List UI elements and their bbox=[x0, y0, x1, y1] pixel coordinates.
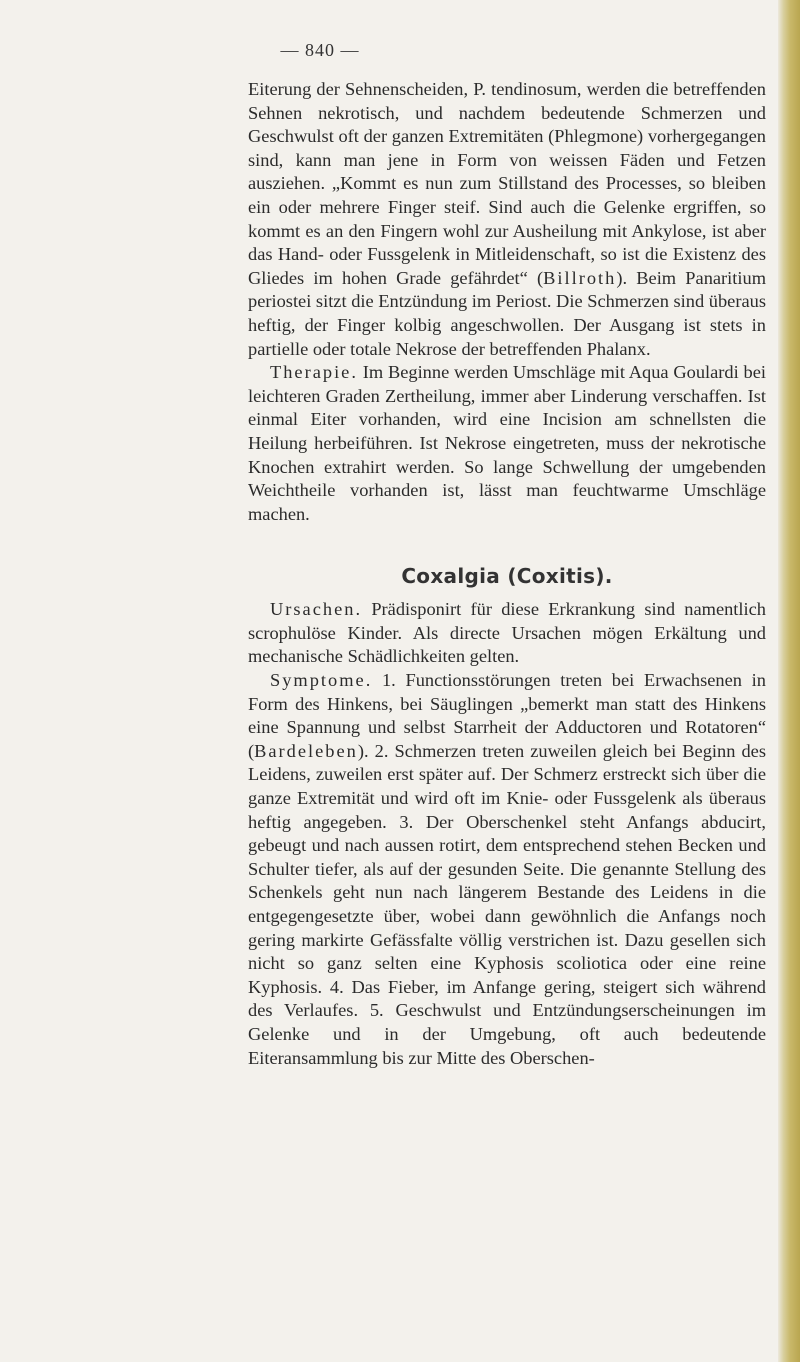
paragraph-ursachen bbox=[248, 598, 766, 669]
page-number: — 840 — bbox=[280, 40, 360, 60]
paragraph-text: 1. Functionsstörungen treten bei Erwachsenen in Form des Hinkens, bei Säuglingen „bemerkt man statt des Hinkens eine Spannung und selbst Starrheit der Adductoren und Rotatoren“ ( bbox=[248, 670, 766, 761]
paragraph-text-continued: ). 2. Schmerzen treten zuweilen gleich bei Beginn des Leidens, zuweilen erst später auf. Der Schmerz erstreckt sich über die ganze Extremität und wird oft im Knie- oder Fussgelenk als überaus heftig angegeben. 3. Der Oberschenkel steht Anfangs abducirt, gebeugt und nach aussen rotirt, dem entsprechend stehen Becken und Schulter tiefer, als auf der gesunden Seite. Die genannte Stellung des Schenkels geht nun nach längerem Bestande des Leidens in die entgegengesetzte über, wobei dann gewöhnlich die Anfangs noch gering markirte Gefässfalte völlig verstrichen ist. Dazu gesellen sich nicht so ganz selten eine Kyphosis scoliotica oder eine reine Kyphosis. 4. Das Fieber, im Anfange gering, steigert sich während des Verlaufes. 5. Geschwulst und Entzündungserscheinungen im Gelenke und in der Umgebung, oft auch bedeutende Eiteransammlung bis zur Mitte des Oberschen- bbox=[248, 740, 766, 1068]
paragraph-text: Im Beginne werden Umschläge mit Aqua Goulardi bei leichteren Graden Zertheilung, immer aber Linderung verschaffen. Ist einmal Eiter vorhanden, wird eine Incision am schnellsten die Heilung herbeiführen. Ist Nekrose eingetreten, muss der nekrotische Knochen extrahirt werden. So lange Schwellung der umgebenden Weichtheile vorhanden ist, lässt man feuchtwarme Umschläge machen. bbox=[248, 362, 766, 524]
paragraph-text: Eiterung der Sehnenscheiden, P. tendinosum, werden die betreffenden Sehnen nekrotisch, und nachdem bedeutende Schmerzen und Geschwulst oft der ganzen Extremitäten (Phlegmone) vorhergegangen sind, kann man jene in Form von weissen Fäden und Fetzen ausziehen. „Kommt es nun zum Stillstand des Processes, so bleiben ein oder mehrere Finger steif. Sind auch die Gelenke ergriffen, so kommt es an den Fingern wohl zur Ausheilung mit Ankylose, ist aber das Hand- oder Fussgelenk in Mitleidenschaft, so ist die Existenz des Gliedes im hohen Grade gefährdet“ ( bbox=[248, 79, 766, 288]
page-edge-shadow bbox=[778, 0, 800, 1362]
paragraph-text: Prädisponirt für diese Erkrankung sind namentlich scrophulöse Kinder. Als directe Ursachen mögen Erkältung und mechanische Schädlichkeiten gelten. bbox=[248, 599, 766, 667]
body-text bbox=[248, 78, 766, 1070]
paragraph-symptome bbox=[248, 669, 766, 1070]
run-in-heading-therapie: Therapie. bbox=[270, 362, 358, 383]
author-citation: Billroth bbox=[543, 267, 617, 288]
paragraph-text-continued: ). Beim Panaritium periostei sitzt die Entzündung im Periost. Die Schmerzen sind überaus heftig, der Finger kolbig angeschwollen. Der Ausgang ist stets in partielle oder totale Nekrose der betreffenden Phalanx. bbox=[248, 267, 767, 359]
run-in-heading-ursachen: Ursachen. bbox=[270, 599, 363, 620]
paragraph-panaritium bbox=[248, 78, 766, 361]
run-in-heading-symptome: Symptome. bbox=[270, 670, 373, 691]
author-citation: Bardeleben bbox=[254, 740, 358, 761]
section-heading: Coxalgia (Coxitis). bbox=[401, 564, 613, 589]
paragraph-therapie bbox=[248, 361, 766, 526]
